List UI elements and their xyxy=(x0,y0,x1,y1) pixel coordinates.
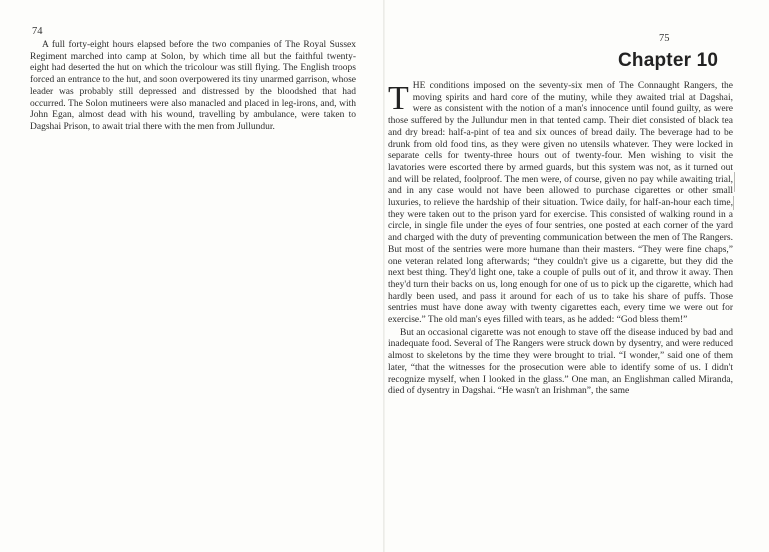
drop-cap: T xyxy=(388,80,409,117)
page-number-left: 74 xyxy=(32,26,43,37)
right-page xyxy=(384,0,769,552)
right-page-text xyxy=(388,81,733,398)
opening-paragraph-text: HE conditions imposed on the seventy-six men of The Connaught Rangers, the moving spirits and hard core of the mutiny, while they awaited trial at Dagshai, were as consistent with the notion of a man's innocence until found guilty, as were those suffered by the Jullundur men in that tented camp. Their diet consisted of black tea and dry bread: half-a-pint of tea and six ounces of bread daily. The beverage had to be drunk from old food tins, as they were given no utensils whatever. They were locked in separate cells for twenty-three hours out of twenty-four. Men wishing to visit the lavatories were escorted there by armed guards, but this system was not, as it turned out and will be related, foolproof. The men were, of course, given no pay while awaiting trial, and in any case would not have been allowed to purchase cigarettes or other small luxuries, to relieve the hardship of their situation. Twice daily, for half-an-hour each time, they were taken out to the prison yard for exercise. This consisted of walking round in a circle, in single file under the eyes of four sentries, one posted at each corner of the yard and charged with the duty of preventing communication between the men of The Rangers. But most of the sentries were more humane than their masters. “They were fine chaps,” one veteran related long afterwards; “they couldn't give us a cigarette, but they did the next best thing. They'd light one, take a couple of pulls out of it, and throw it away. Then they'd turn their backs on us, long enough for one of us to pick up the cigarette, which had hardly been used, and pass it around for each of us to take his share of puffs. Those sentries must have done away with twenty cigarettes each, every time we were out for exercise.” The old man's eyes filled with tears, as he added: “God bless them!” xyxy=(388,81,733,326)
left-page-text xyxy=(30,40,356,134)
second-paragraph: But an occasional cigarette was not enough to stave off the disease induced by bad and inadequate food. Several of The Rangers were struck down by dysentry, and were reduced almost to skeletons by the time they were brought to trial. “I wonder,” said one of them later, “that the witnesses for the prosecution were able to identify some of us. I didn't recognize myself, when I looked in the glass.” One man, an Englishman called Miranda, died of dysentry in Dagshai. “He wasn't an Irishman”, the same xyxy=(388,327,733,397)
margin-pencil-mark xyxy=(734,172,735,192)
margin-pencil-mark xyxy=(733,196,734,210)
left-paragraph: A full forty-eight hours elapsed before the two companies of The Royal Sussex Regiment marched into camp at Solon, by which time all but the faithful twenty-eight had deserted the hut on which the tricolour was still flying. The English troops forced an entrance to the hut, and soon overpowered its tiny unarmed garrison, whose leader was probably still depressed and distressed by the bloodshed that had occurred. The Solon mutineers were also manacled and placed in leg-irons, and, with John Egan, almost dead with his wound, travelling by ambulance, were taken to Dagshai Prison, to await trial there with the men from Jullundur. xyxy=(30,40,356,132)
page-number-right: 75 xyxy=(659,33,670,44)
chapter-title: Chapter 10 xyxy=(618,50,719,71)
left-page xyxy=(0,0,384,552)
chapter-opening-paragraph xyxy=(388,81,733,327)
